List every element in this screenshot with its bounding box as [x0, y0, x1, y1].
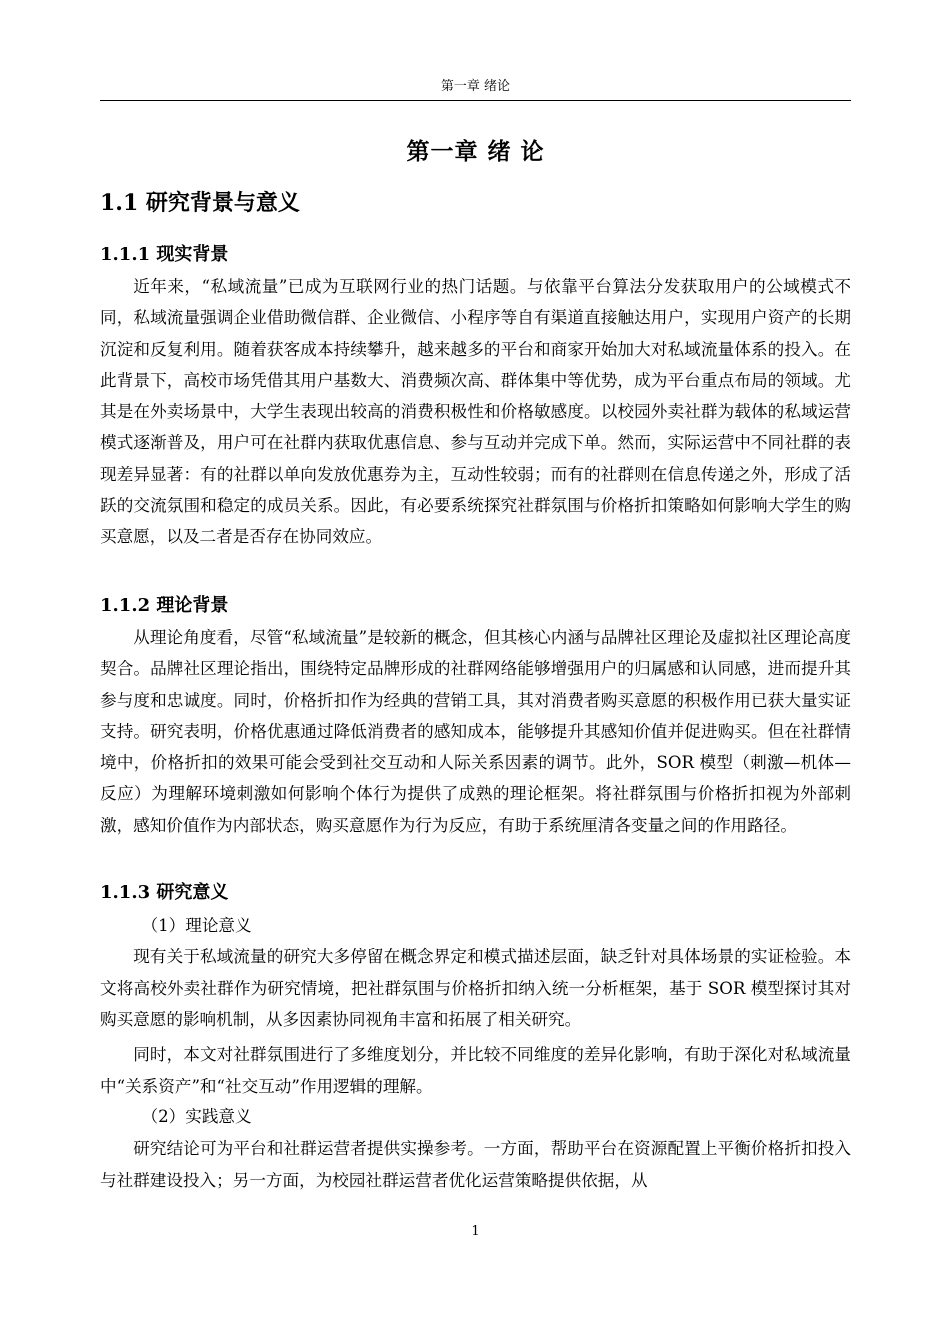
page-number: 1	[471, 1224, 480, 1239]
running-header: 第一章 绪论	[440, 79, 511, 94]
chapter-title: 第一章 绪 论	[406, 138, 545, 165]
paragraph-theory-significance-2: 同时，本文对社群氛围进行了多维度划分，并比较不同维度的差异化影响，有助于深化对私域流量中“关系资产”和“社交互动”作用逻辑的理解。	[100, 1045, 851, 1096]
paragraph-theory-significance-1: 现有关于私域流量的研究大多停留在概念界定和模式描述层面，缺乏针对具体场景的实证检验。本文将高校外卖社群作为研究情境，把社群氛围与价格折扣纳入统一分析框架，基于 SOR 模型探讨其对购买意愿的影响机制，从多因素协同视角丰富和拓展了相关研究。	[100, 947, 851, 1029]
section-heading-1-1-3: 1.1.3 研究意义	[100, 882, 229, 903]
paragraph-theoretical-background: 从理论角度看，尽管“私域流量”是较新的概念，但其核心内涵与品牌社区理论及虚拟社区理论高度契合。品牌社区理论指出，围绕特定品牌形成的社群网络能够增强用户的归属感和认同感，进而提升其参与度和忠诚度。同时，价格折扣作为经典的营销工具，其对消费者购买意愿的积极作用已获大量实证支持。研究表明，价格优惠通过降低消费者的感知成本，能够提升其感知价值并促进购买。但在社群情境中，价格折扣的效果可能会受到社交互动和人际关系因素的调节。此外，SOR 模型（刺激—机体—反应）为理解环境刺激如何影响个体行为提供了成熟的理论框架。将社群氛围与价格折扣视为外部刺激，感知价值作为内部状态，购买意愿作为行为反应，有助于系统厘清各变量之间的作用路径。	[100, 628, 851, 835]
paragraph-practical-background: 近年来，“私域流量”已成为互联网行业的热门话题。与依靠平台算法分发获取用户的公域模式不同，私域流量强调企业借助微信群、企业微信、小程序等自有渠道直接触达用户，实现用户资产的长期沉淀和反复利用。随着获客成本持续攀升，越来越多的平台和商家开始加大对私域流量体系的投入。在此背景下，高校市场凭借其用户基数大、消费频次高、群体集中等优势，成为平台重点布局的领域。尤其是在外卖场景中，大学生表现出较高的消费积极性和价格敏感度。以校园外卖社群为载体的私域运营模式逐渐普及，用户可在社群内获取优惠信息、参与互动并完成下单。然而，实际运营中不同社群的表现差异显著：有的社群以单向发放优惠券为主，互动性较弱；而有的社群则在信息传递之外，形成了活跃的交流氛围和稳定的成员关系。因此，有必要系统探究社群氛围与价格折扣策略如何影响大学生的购买意愿，以及二者是否存在协同效应。	[100, 277, 851, 547]
section-heading-1-1-1: 1.1.1 现实背景	[100, 244, 229, 265]
subheading-theory-significance: （1）理论意义	[141, 916, 252, 935]
header-divider	[100, 100, 851, 101]
subheading-practice-significance: （2）实践意义	[141, 1107, 252, 1126]
section-heading-1-1: 1.1 研究背景与意义	[100, 190, 300, 216]
paragraph-practice-significance: 研究结论可为平台和社群运营者提供实操参考。一方面，帮助平台在资源配置上平衡价格折扣投入与社群建设投入；另一方面，为校园社群运营者优化运营策略提供依据，从	[100, 1139, 851, 1190]
section-heading-1-1-2: 1.1.2 理论背景	[100, 595, 229, 616]
